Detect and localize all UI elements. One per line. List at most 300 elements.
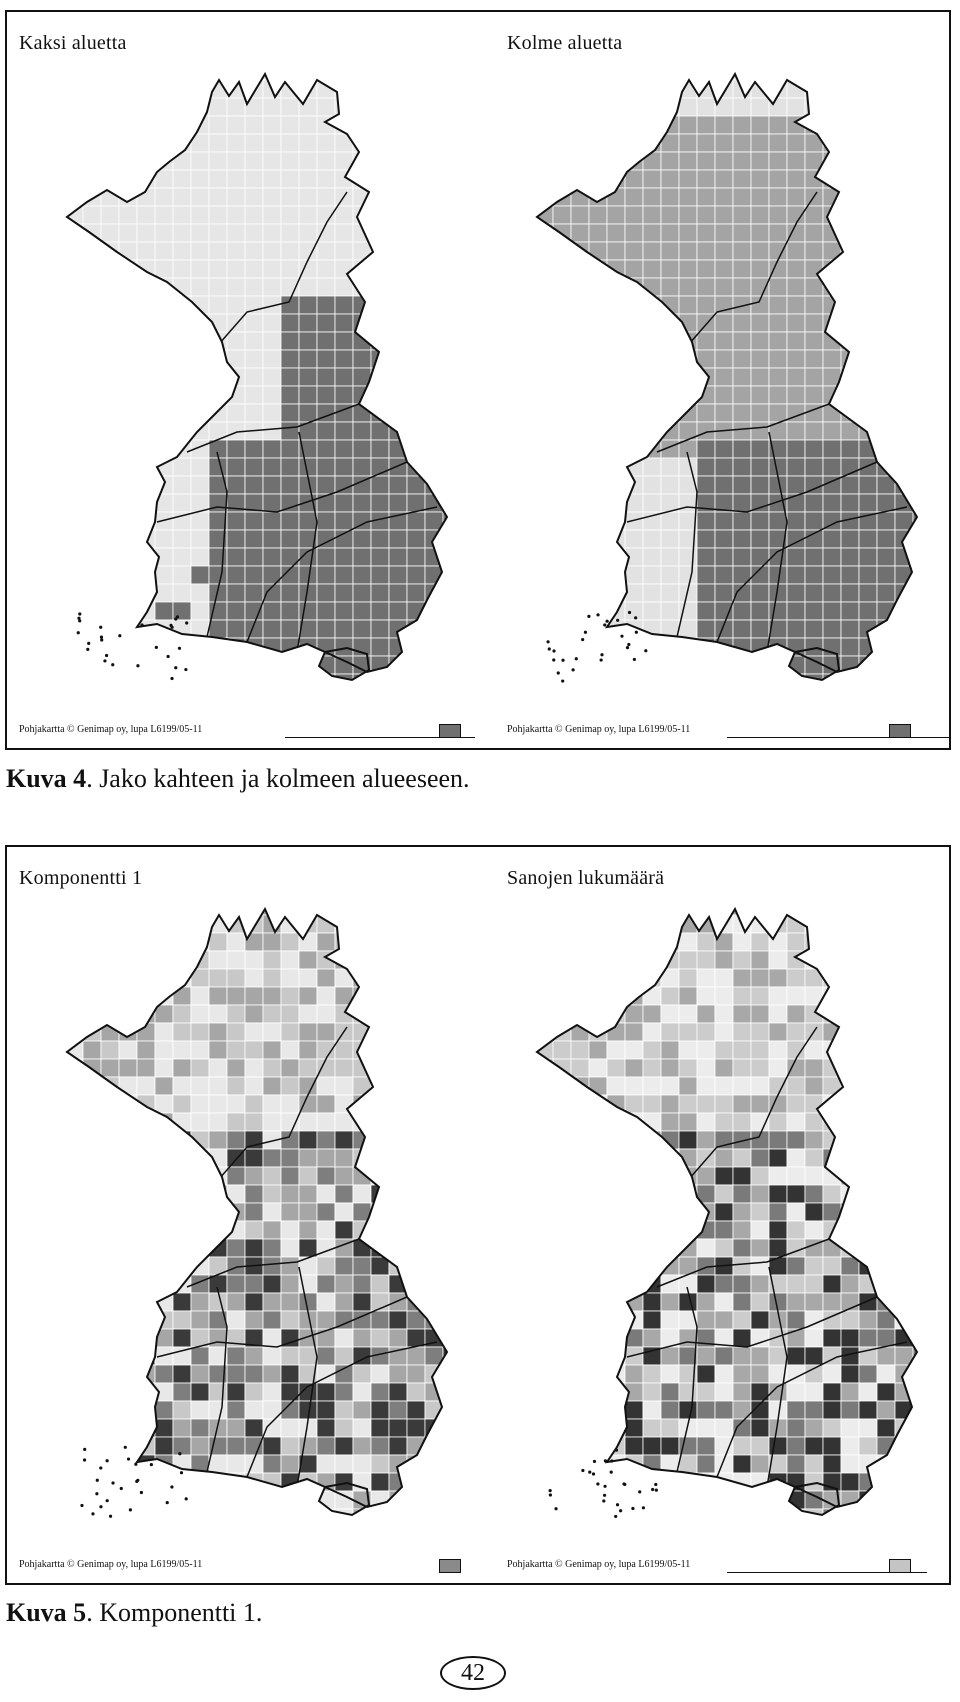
municipality-region xyxy=(679,260,697,278)
municipality-region xyxy=(517,260,535,278)
municipality-region xyxy=(769,1185,787,1203)
municipality-region xyxy=(83,1239,101,1257)
municipality-region xyxy=(227,440,245,458)
municipality-region xyxy=(209,134,227,152)
municipality-region xyxy=(571,1437,589,1455)
municipality-region xyxy=(895,1221,913,1239)
municipality-region xyxy=(517,296,535,314)
municipality-region xyxy=(607,332,625,350)
municipality-region xyxy=(787,1131,805,1149)
municipality-region xyxy=(353,602,371,620)
municipality-region xyxy=(607,476,625,494)
municipality-region xyxy=(119,933,137,951)
municipality-region xyxy=(155,1401,173,1419)
municipality-region xyxy=(461,98,477,116)
municipality-region xyxy=(245,1041,263,1059)
municipality-region xyxy=(535,440,553,458)
municipality-region xyxy=(607,368,625,386)
municipality-region xyxy=(715,1509,733,1527)
municipality-region xyxy=(553,116,571,134)
island-dot xyxy=(655,1489,658,1492)
municipality-region xyxy=(263,1311,281,1329)
municipality-region xyxy=(661,692,679,710)
municipality-region xyxy=(155,332,173,350)
municipality-region xyxy=(227,656,245,674)
municipality-region xyxy=(715,1041,733,1059)
municipality-region xyxy=(335,62,353,80)
island-dot xyxy=(136,664,139,667)
municipality-region xyxy=(191,512,209,530)
municipality-region xyxy=(353,350,371,368)
municipality-region xyxy=(697,512,715,530)
municipality-region xyxy=(263,1365,281,1383)
municipality-region xyxy=(281,1257,299,1275)
municipality-region xyxy=(823,170,841,188)
municipality-region xyxy=(317,1059,335,1077)
municipality-region xyxy=(877,584,895,602)
municipality-region xyxy=(209,1059,227,1077)
municipality-region xyxy=(407,332,425,350)
municipality-region xyxy=(859,188,877,206)
municipality-region xyxy=(245,476,263,494)
municipality-region xyxy=(353,440,371,458)
municipality-region xyxy=(425,170,443,188)
municipality-region xyxy=(553,1131,571,1149)
municipality-region xyxy=(823,987,841,1005)
municipality-region xyxy=(245,969,263,987)
municipality-region xyxy=(425,915,443,933)
municipality-region xyxy=(589,530,607,548)
municipality-region xyxy=(155,1365,173,1383)
municipality-region xyxy=(913,548,931,566)
municipality-region xyxy=(697,1455,715,1473)
municipality-region xyxy=(661,1401,679,1419)
municipality-region xyxy=(191,1113,209,1131)
municipality-region xyxy=(643,951,661,969)
municipality-region xyxy=(643,1005,661,1023)
municipality-region xyxy=(245,1275,263,1293)
municipality-region xyxy=(353,933,371,951)
municipality-region xyxy=(715,1113,733,1131)
municipality-region xyxy=(47,1095,65,1113)
municipality-region xyxy=(769,656,787,674)
municipality-region xyxy=(317,1257,335,1275)
municipality-region xyxy=(407,1059,425,1077)
legend-swatch xyxy=(889,724,911,738)
municipality-region xyxy=(407,296,425,314)
municipality-region xyxy=(715,1275,733,1293)
municipality-region xyxy=(697,206,715,224)
municipality-region xyxy=(661,1473,679,1491)
municipality-region xyxy=(859,404,877,422)
municipality-region xyxy=(155,80,173,98)
municipality-region xyxy=(245,224,263,242)
municipality-region xyxy=(751,1059,769,1077)
municipality-region xyxy=(173,933,191,951)
municipality-region xyxy=(371,584,389,602)
municipality-region xyxy=(535,1473,553,1491)
municipality-region xyxy=(823,1437,841,1455)
municipality-region xyxy=(895,987,913,1005)
municipality-region xyxy=(119,368,137,386)
municipality-region xyxy=(227,530,245,548)
municipality-region xyxy=(913,969,931,987)
municipality-region xyxy=(841,1275,859,1293)
municipality-region xyxy=(245,440,263,458)
municipality-region xyxy=(461,897,477,915)
island-dot xyxy=(180,1471,183,1474)
municipality-region xyxy=(553,602,571,620)
municipality-region xyxy=(913,1203,931,1221)
municipality-region xyxy=(389,656,407,674)
municipality-region xyxy=(733,332,751,350)
municipality-region xyxy=(877,1383,895,1401)
municipality-region xyxy=(461,1167,477,1185)
municipality-region xyxy=(679,1527,697,1545)
municipality-region xyxy=(173,951,191,969)
municipality-region xyxy=(209,638,227,656)
municipality-region xyxy=(733,969,751,987)
municipality-region xyxy=(245,1167,263,1185)
municipality-region xyxy=(389,584,407,602)
municipality-region xyxy=(83,152,101,170)
municipality-region xyxy=(65,1113,83,1131)
municipality-region xyxy=(335,1131,353,1149)
municipality-region xyxy=(353,134,371,152)
municipality-region xyxy=(787,987,805,1005)
municipality-region xyxy=(65,1257,83,1275)
municipality-region xyxy=(119,1311,137,1329)
municipality-region xyxy=(607,1329,625,1347)
municipality-region xyxy=(443,1365,461,1383)
municipality-region xyxy=(209,296,227,314)
municipality-region xyxy=(877,1455,895,1473)
municipality-region xyxy=(931,566,947,584)
municipality-region xyxy=(571,530,589,548)
municipality-region xyxy=(751,1005,769,1023)
municipality-region xyxy=(245,260,263,278)
municipality-region xyxy=(227,1077,245,1095)
municipality-region xyxy=(679,1023,697,1041)
municipality-region xyxy=(517,422,535,440)
municipality-region xyxy=(877,1203,895,1221)
municipality-region xyxy=(263,1041,281,1059)
municipality-region xyxy=(425,1203,443,1221)
municipality-region xyxy=(389,1527,407,1545)
municipality-region xyxy=(371,1149,389,1167)
municipality-region xyxy=(263,476,281,494)
municipality-region xyxy=(787,422,805,440)
municipality-region xyxy=(119,951,137,969)
municipality-region xyxy=(571,296,589,314)
municipality-region xyxy=(517,1077,535,1095)
municipality-region xyxy=(389,1059,407,1077)
municipality-region xyxy=(643,1383,661,1401)
municipality-region xyxy=(571,1041,589,1059)
municipality-region xyxy=(371,897,389,915)
municipality-region xyxy=(209,1203,227,1221)
municipality-region xyxy=(191,1203,209,1221)
municipality-region xyxy=(119,1383,137,1401)
municipality-region xyxy=(895,1203,913,1221)
municipality-region xyxy=(733,692,751,710)
municipality-region xyxy=(895,98,913,116)
island-dot xyxy=(134,1463,137,1466)
municipality-region xyxy=(173,1095,191,1113)
municipality-region xyxy=(119,332,137,350)
municipality-region xyxy=(589,897,607,915)
municipality-region xyxy=(47,656,65,674)
municipality-region xyxy=(461,1041,477,1059)
municipality-region xyxy=(173,969,191,987)
municipality-region xyxy=(715,314,733,332)
municipality-region xyxy=(443,1437,461,1455)
municipality-region xyxy=(371,170,389,188)
municipality-region xyxy=(679,620,697,638)
municipality-region xyxy=(697,566,715,584)
municipality-region xyxy=(625,116,643,134)
municipality-region xyxy=(425,260,443,278)
municipality-region xyxy=(335,584,353,602)
municipality-region xyxy=(571,170,589,188)
municipality-region xyxy=(769,602,787,620)
municipality-region xyxy=(823,80,841,98)
municipality-region xyxy=(119,206,137,224)
municipality-region xyxy=(733,350,751,368)
island-dot xyxy=(87,642,90,645)
municipality-region xyxy=(733,188,751,206)
municipality-region xyxy=(823,602,841,620)
municipality-region xyxy=(769,897,787,915)
municipality-region xyxy=(625,566,643,584)
municipality-region xyxy=(317,1203,335,1221)
municipality-region xyxy=(461,1131,477,1149)
municipality-region xyxy=(679,152,697,170)
municipality-region xyxy=(209,1527,227,1545)
municipality-region xyxy=(841,1473,859,1491)
municipality-region xyxy=(913,1329,931,1347)
island-dot xyxy=(77,617,80,620)
municipality-region xyxy=(769,1347,787,1365)
island-dot xyxy=(600,653,603,656)
municipality-region xyxy=(931,170,947,188)
municipality-region xyxy=(895,242,913,260)
municipality-region xyxy=(245,1239,263,1257)
municipality-region xyxy=(913,134,931,152)
municipality-region xyxy=(859,674,877,692)
municipality-region xyxy=(751,1527,769,1545)
municipality-region xyxy=(841,933,859,951)
municipality-region xyxy=(137,1473,155,1491)
municipality-region xyxy=(553,897,571,915)
municipality-region xyxy=(263,656,281,674)
municipality-region xyxy=(155,1149,173,1167)
municipality-region xyxy=(679,206,697,224)
municipality-region xyxy=(697,1095,715,1113)
municipality-region xyxy=(83,951,101,969)
municipality-region xyxy=(607,1509,625,1527)
municipality-region xyxy=(895,1491,913,1509)
municipality-region xyxy=(281,422,299,440)
municipality-region xyxy=(805,969,823,987)
municipality-region xyxy=(589,98,607,116)
municipality-region xyxy=(643,386,661,404)
municipality-region xyxy=(317,602,335,620)
municipality-region xyxy=(589,1239,607,1257)
municipality-region xyxy=(553,566,571,584)
island-dot xyxy=(600,658,603,661)
municipality-region xyxy=(589,1203,607,1221)
municipality-region xyxy=(769,1437,787,1455)
municipality-region xyxy=(191,458,209,476)
municipality-region xyxy=(353,1077,371,1095)
municipality-region xyxy=(769,152,787,170)
municipality-region xyxy=(281,1437,299,1455)
municipality-region xyxy=(389,62,407,80)
municipality-region xyxy=(137,1401,155,1419)
municipality-region xyxy=(119,1275,137,1293)
municipality-region xyxy=(877,134,895,152)
municipality-region xyxy=(245,530,263,548)
municipality-region xyxy=(913,933,931,951)
municipality-region xyxy=(389,897,407,915)
municipality-region xyxy=(661,278,679,296)
municipality-region xyxy=(787,260,805,278)
municipality-region xyxy=(751,206,769,224)
municipality-region xyxy=(425,242,443,260)
municipality-region xyxy=(281,1275,299,1293)
municipality-region xyxy=(715,1185,733,1203)
municipality-region xyxy=(805,1329,823,1347)
municipality-region xyxy=(389,530,407,548)
municipality-region xyxy=(535,1419,553,1437)
municipality-region xyxy=(841,915,859,933)
municipality-region xyxy=(245,1113,263,1131)
municipality-region xyxy=(47,897,65,915)
municipality-region xyxy=(931,1185,947,1203)
municipality-region xyxy=(859,951,877,969)
municipality-region xyxy=(715,476,733,494)
municipality-region xyxy=(895,404,913,422)
municipality-region xyxy=(733,386,751,404)
municipality-region xyxy=(425,458,443,476)
municipality-region xyxy=(535,296,553,314)
municipality-region xyxy=(877,1167,895,1185)
municipality-region xyxy=(317,1275,335,1293)
municipality-region xyxy=(787,897,805,915)
municipality-region xyxy=(841,566,859,584)
municipality-region xyxy=(389,1311,407,1329)
municipality-region xyxy=(823,152,841,170)
municipality-region xyxy=(751,620,769,638)
municipality-region xyxy=(661,62,679,80)
municipality-region xyxy=(751,350,769,368)
municipality-region xyxy=(931,1419,947,1437)
municipality-region xyxy=(101,1455,119,1473)
municipality-region xyxy=(317,620,335,638)
municipality-region xyxy=(173,584,191,602)
municipality-region xyxy=(553,1221,571,1239)
municipality-region xyxy=(443,1329,461,1347)
municipality-region xyxy=(661,1419,679,1437)
municipality-region xyxy=(895,915,913,933)
municipality-region xyxy=(425,62,443,80)
municipality-region xyxy=(461,1473,477,1491)
municipality-region xyxy=(173,224,191,242)
municipality-region xyxy=(859,1113,877,1131)
municipality-region xyxy=(83,602,101,620)
municipality-region xyxy=(589,422,607,440)
municipality-region xyxy=(281,152,299,170)
municipality-region xyxy=(425,1455,443,1473)
municipality-region xyxy=(805,422,823,440)
municipality-region xyxy=(607,1473,625,1491)
municipality-region xyxy=(553,314,571,332)
municipality-region xyxy=(281,1311,299,1329)
municipality-region xyxy=(517,1293,535,1311)
municipality-region xyxy=(155,1221,173,1239)
municipality-region xyxy=(751,422,769,440)
municipality-region xyxy=(209,1455,227,1473)
municipality-region xyxy=(155,1131,173,1149)
island-dot xyxy=(95,1492,98,1495)
municipality-region xyxy=(407,422,425,440)
municipality-region xyxy=(461,1347,477,1365)
municipality-region xyxy=(913,1149,931,1167)
municipality-region xyxy=(643,1257,661,1275)
municipality-region xyxy=(877,1419,895,1437)
municipality-region xyxy=(407,620,425,638)
municipality-region xyxy=(443,1005,461,1023)
municipality-region xyxy=(47,494,65,512)
municipality-region xyxy=(371,1059,389,1077)
municipality-region xyxy=(101,458,119,476)
municipality-region xyxy=(461,1221,477,1239)
municipality-region xyxy=(299,656,317,674)
municipality-region xyxy=(47,1005,65,1023)
municipality-region xyxy=(931,260,947,278)
municipality-region xyxy=(877,296,895,314)
municipality-region xyxy=(625,1365,643,1383)
municipality-region xyxy=(461,206,477,224)
municipality-region xyxy=(877,933,895,951)
municipality-region xyxy=(407,98,425,116)
municipality-region xyxy=(335,368,353,386)
municipality-region xyxy=(299,242,317,260)
municipality-region xyxy=(299,933,317,951)
municipality-region xyxy=(83,915,101,933)
municipality-region xyxy=(679,62,697,80)
municipality-region xyxy=(877,969,895,987)
municipality-region xyxy=(733,1095,751,1113)
municipality-region xyxy=(841,80,859,98)
municipality-region xyxy=(65,1311,83,1329)
municipality-region xyxy=(137,314,155,332)
municipality-region xyxy=(625,1221,643,1239)
municipality-region xyxy=(823,1005,841,1023)
municipality-region xyxy=(913,152,931,170)
municipality-region xyxy=(715,933,733,951)
municipality-region xyxy=(389,494,407,512)
municipality-region xyxy=(227,1311,245,1329)
municipality-region xyxy=(47,1239,65,1257)
municipality-region xyxy=(317,1005,335,1023)
municipality-region xyxy=(191,170,209,188)
municipality-region xyxy=(173,897,191,915)
municipality-region xyxy=(931,1023,947,1041)
municipality-region xyxy=(353,897,371,915)
municipality-region xyxy=(877,368,895,386)
